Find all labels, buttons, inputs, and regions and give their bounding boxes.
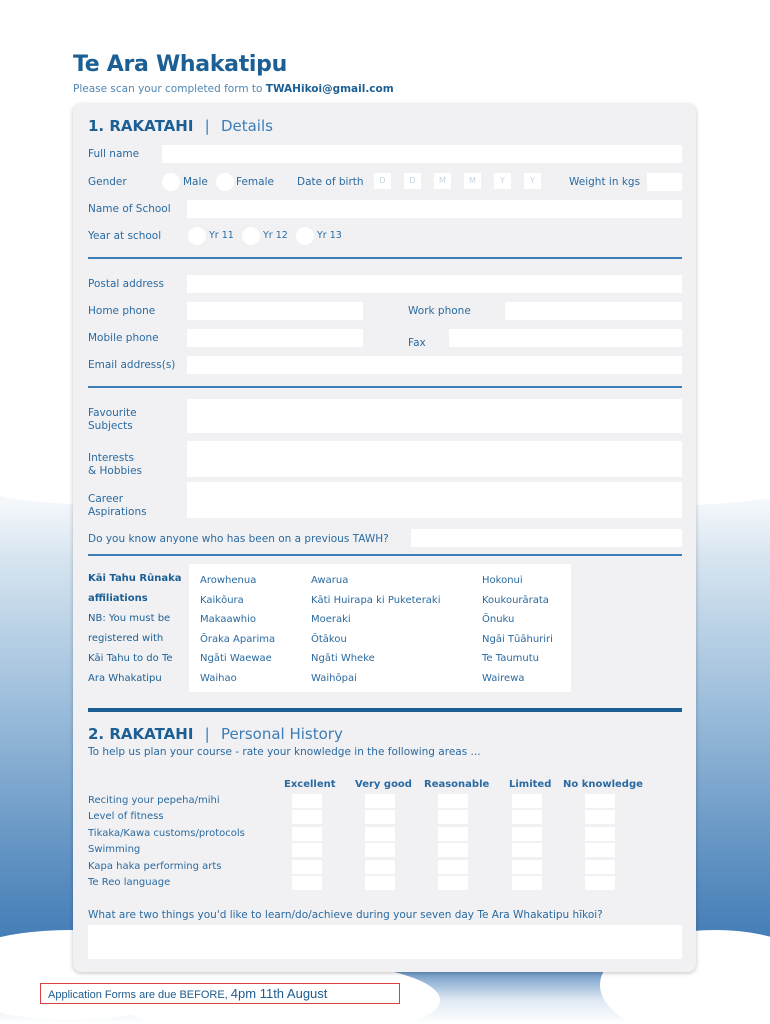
- affiliation-item: Waihao: [200, 672, 237, 684]
- affiliations-label-line2: affiliations: [88, 593, 148, 604]
- dob-day-2-field[interactable]: D: [404, 173, 421, 189]
- rating-row-label: Te Reo language: [88, 877, 171, 888]
- affiliation-item: Awarua: [311, 575, 349, 586]
- school-field[interactable]: [187, 200, 682, 218]
- rating-checkbox[interactable]: [292, 860, 322, 874]
- career-label-line2: Aspirations: [88, 506, 147, 518]
- rating-column-header: Limited: [509, 779, 552, 790]
- rating-checkbox[interactable]: [438, 827, 468, 841]
- divider: [88, 257, 682, 259]
- dob-day-1-field[interactable]: D: [374, 173, 391, 189]
- divider: [88, 554, 682, 556]
- rating-row-label: Reciting your pepeha/mihi: [88, 795, 220, 806]
- section2-divider: |: [204, 725, 210, 743]
- weight-field[interactable]: [647, 173, 682, 191]
- affiliation-item: Ngāti Waewae: [200, 653, 272, 665]
- interests-label-line2: & Hobbies: [88, 465, 143, 477]
- affiliation-item: Ngāi Tūāhuriri: [482, 633, 553, 645]
- rating-column-header: Excellent: [284, 779, 336, 790]
- rating-checkbox[interactable]: [292, 876, 322, 890]
- affiliation-item: Waihōpai: [311, 672, 357, 684]
- affiliations-label-line1: Kāi Tahu Rūnaka: [88, 573, 182, 584]
- rating-row-label: Kapa haka performing arts: [88, 860, 222, 872]
- postal-field[interactable]: [187, 275, 682, 293]
- rating-checkbox[interactable]: [585, 810, 615, 824]
- male-label: Male: [183, 176, 208, 188]
- rating-column-header: No knowledge: [563, 779, 643, 790]
- female-label: Female: [236, 176, 274, 188]
- yr11-label: Yr 11: [209, 230, 234, 241]
- rating-checkbox[interactable]: [585, 827, 615, 841]
- section2-title: [88, 725, 343, 743]
- school-label: Name of School: [88, 203, 171, 215]
- affiliation-item: Koukourārata: [482, 594, 549, 606]
- section2-intro: To help us plan your course - rate your knowledge in the following areas ...: [88, 746, 481, 758]
- rating-checkbox[interactable]: [512, 810, 542, 824]
- affiliation-item: Arowhenua: [200, 575, 257, 586]
- gender-label: Gender: [88, 176, 127, 188]
- goals-question: What are two things you'd like to learn/do/achieve during your seven day Te Ara Whakatipu hīkoi?: [88, 909, 603, 921]
- due-date: 4pm 11th August: [230, 986, 328, 1001]
- career-label-line1: Career: [88, 493, 124, 505]
- email-field[interactable]: [187, 356, 682, 374]
- affiliations-column-3: [482, 571, 553, 689]
- affiliations-note-line3: Kāi Tahu to do Te: [88, 653, 173, 664]
- fax-label: Fax: [408, 337, 426, 349]
- goals-field[interactable]: [88, 925, 682, 959]
- female-radio[interactable]: [216, 173, 234, 191]
- affiliation-item: Kaikōura: [200, 594, 244, 606]
- year-label: Year at school: [88, 230, 162, 242]
- contact-email[interactable]: TWAHikoi@gmail.com: [265, 83, 394, 95]
- affiliation-item: Ōraka Aparima: [200, 633, 276, 645]
- yr12-label: Yr 12: [263, 230, 288, 241]
- rating-checkbox[interactable]: [292, 827, 322, 841]
- mobile-field[interactable]: [187, 329, 363, 347]
- rating-checkbox[interactable]: [438, 843, 468, 857]
- yr13-label: Yr 13: [317, 230, 342, 241]
- rating-checkbox[interactable]: [365, 860, 395, 874]
- section1-number: 1. RAKATAHI: [88, 117, 194, 135]
- dob-year-1-field[interactable]: Y: [494, 173, 511, 189]
- due-prefix: Application Forms are due BEFORE,: [48, 989, 231, 1001]
- affiliation-item: Ōtākou: [311, 633, 347, 645]
- rating-checkbox[interactable]: [365, 794, 395, 808]
- affiliations-column-1: [200, 571, 275, 689]
- page-title: Te Ara Whakatipu: [73, 52, 287, 77]
- favourite-subjects-label: [88, 407, 137, 433]
- work-phone-label: Work phone: [408, 305, 471, 317]
- affiliations-note-line4: Ara Whakatipu: [88, 673, 162, 684]
- work-phone-field[interactable]: [505, 302, 682, 320]
- dob-year-2-field[interactable]: Y: [524, 173, 541, 189]
- section1-divider: |: [204, 117, 210, 135]
- page-subtitle: [73, 83, 394, 95]
- dob-label: Date of birth: [297, 176, 364, 188]
- rating-checkbox[interactable]: [512, 860, 542, 874]
- home-phone-label: Home phone: [88, 305, 156, 317]
- affiliation-item: Makaawhio: [200, 614, 257, 626]
- rating-checkbox[interactable]: [512, 843, 542, 857]
- affiliation-item: Hokonui: [482, 575, 523, 586]
- weight-label: Weight in kgs: [569, 176, 641, 188]
- full-name-label: Full name: [88, 148, 140, 160]
- affiliations-note-line2: registered with: [88, 633, 164, 644]
- yr12-radio[interactable]: [242, 227, 260, 245]
- rating-checkbox[interactable]: [365, 810, 395, 824]
- rating-checkbox[interactable]: [585, 860, 615, 874]
- career-label: [88, 493, 147, 519]
- rating-checkbox[interactable]: [365, 843, 395, 857]
- rating-checkbox[interactable]: [585, 876, 615, 890]
- rating-checkbox[interactable]: [292, 810, 322, 824]
- affiliations-label: [88, 569, 182, 689]
- dob-month-1-field[interactable]: M: [434, 173, 451, 189]
- section1-title: [88, 117, 273, 135]
- home-phone-field[interactable]: [187, 302, 363, 320]
- rating-checkbox[interactable]: [585, 843, 615, 857]
- rating-row-label: Tikaka/Kawa customs/protocols: [88, 827, 245, 839]
- affiliations-column-2: [311, 571, 441, 689]
- affiliation-item: Ngāti Wheke: [311, 653, 375, 665]
- postal-label: Postal address: [88, 278, 164, 290]
- affiliations-note-line1: NB: You must be: [88, 613, 171, 624]
- rating-checkbox[interactable]: [585, 794, 615, 808]
- section1-name: Details: [220, 117, 273, 135]
- yr13-radio[interactable]: [296, 227, 314, 245]
- fax-field[interactable]: [449, 329, 682, 347]
- rating-checkbox[interactable]: [438, 876, 468, 890]
- interests-field[interactable]: [187, 441, 682, 477]
- rating-checkbox[interactable]: [292, 843, 322, 857]
- rating-checkbox[interactable]: [365, 876, 395, 890]
- rating-column-header: Reasonable: [424, 779, 490, 790]
- dob-month-2-field[interactable]: M: [464, 173, 481, 189]
- affiliation-item: Wairewa: [482, 672, 525, 684]
- favourite-subjects-field[interactable]: [187, 399, 682, 433]
- rating-checkbox[interactable]: [292, 794, 322, 808]
- affiliation-item: Moeraki: [311, 614, 351, 626]
- affiliation-item: Ōnuku: [482, 614, 515, 626]
- rating-row-label: Swimming: [88, 844, 141, 856]
- rating-column-header: Very good: [355, 779, 412, 790]
- interests-label: [88, 452, 142, 478]
- rating-checkbox[interactable]: [438, 810, 468, 824]
- due-date-notice: [40, 983, 400, 1004]
- male-radio[interactable]: [162, 173, 180, 191]
- rating-checkbox[interactable]: [512, 794, 542, 808]
- divider: [88, 386, 682, 388]
- section2-number: 2. RAKATAHI: [88, 725, 194, 743]
- affiliation-item: Te Taumutu: [482, 653, 539, 665]
- yr11-radio[interactable]: [188, 227, 206, 245]
- favourite-subjects-label-line1: Favourite: [88, 407, 137, 419]
- favourite-subjects-label-line2: Subjects: [88, 420, 133, 432]
- rating-checkbox[interactable]: [512, 876, 542, 890]
- mobile-label: Mobile phone: [88, 332, 159, 344]
- interests-label-line1: Interests: [88, 452, 134, 464]
- rating-checkbox[interactable]: [438, 860, 468, 874]
- section-divider: [88, 708, 682, 712]
- section2-name: Personal History: [220, 725, 343, 743]
- previous-tawh-label: Do you know anyone who has been on a previous TAWH?: [88, 533, 389, 545]
- subtitle-text: Please scan your completed form to: [73, 83, 266, 95]
- previous-tawh-field[interactable]: [411, 529, 682, 547]
- rating-checkbox[interactable]: [512, 827, 542, 841]
- career-field[interactable]: [187, 482, 682, 518]
- full-name-field[interactable]: [162, 145, 682, 163]
- rating-row-label: Level of fitness: [88, 811, 164, 823]
- email-label: Email address(s): [88, 359, 176, 371]
- rating-checkbox[interactable]: [365, 827, 395, 841]
- form-card: [73, 104, 696, 972]
- affiliation-item: Kāti Huirapa ki Puketeraki: [311, 594, 441, 606]
- rating-checkbox[interactable]: [438, 794, 468, 808]
